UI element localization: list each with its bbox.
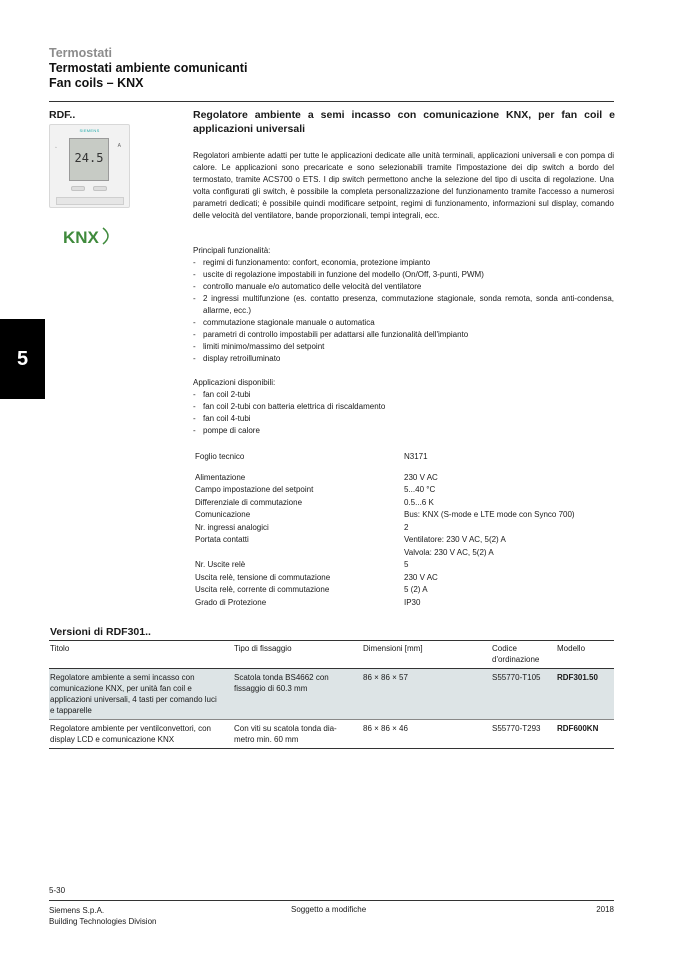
- spec-label: Differenziale di commutazione: [195, 497, 303, 507]
- row-title: Regolatore ambiente a semi incasso con comunicazione KNX, per unità fan coil e applicazioni universali, 4 tasti per comando luci e tapparelle: [50, 673, 217, 715]
- section-tab: 5: [0, 319, 45, 399]
- list-item: - display retroilluminato: [193, 353, 614, 365]
- list-item: - uscite di regolazione impostabili in funzione del modello (On/Off, 3-punti, PWM): [193, 269, 614, 281]
- category-label: Termostati: [49, 46, 112, 60]
- row-order-code: S55770-T293: [492, 724, 541, 733]
- thermostat-image: [49, 124, 130, 208]
- spec-value: 230 V AC: [404, 472, 438, 482]
- product-code: RDF..: [49, 109, 76, 121]
- list-item: - fan coil 2-tubi: [193, 389, 614, 401]
- column-header: Modello: [557, 644, 586, 653]
- applications-list: [193, 389, 614, 437]
- right-indicator: A: [117, 143, 121, 149]
- spec-label: Comunicazione: [195, 510, 251, 519]
- column-header: Tipo di fissaggio: [234, 644, 292, 653]
- page-header: [49, 46, 247, 91]
- spec-label: Campo impostazione del setpoint: [195, 485, 314, 494]
- spec-value: IP30: [404, 597, 421, 607]
- list-item: - regimi di funzionamento: confort, economia, protezione impianto: [193, 257, 614, 269]
- header-divider: [49, 101, 614, 102]
- row-order-code: S55770-T105: [492, 673, 541, 682]
- lcd-display: [69, 138, 109, 181]
- list-item: - fan coil 2-tubi con batteria elettrica di riscaldamento: [193, 401, 614, 413]
- spec-label: Uscita relè, corrente di commutazione: [195, 585, 330, 594]
- row-mount: Con viti su scatola tonda dia-metro min. 60 mm: [234, 724, 337, 744]
- spec-value: Ventilatore: 230 V AC, 5(2) A: [404, 535, 506, 544]
- knx-logo-text: KNX: [63, 228, 99, 247]
- list-item: - fan coil 4-tubi: [193, 413, 614, 425]
- column-header: Titolo: [50, 644, 70, 653]
- list-item: - limiti minimo/massimo del setpoint: [193, 341, 614, 353]
- minus-key: [71, 186, 85, 191]
- spec-label: Uscita relè, tensione di commutazione: [195, 572, 331, 582]
- row-dimensions: 86 × 86 × 46: [363, 724, 408, 733]
- lcd-value: 24.5: [74, 151, 104, 165]
- list-item: - controllo manuale e/o automatico delle velocità del ventilatore: [193, 281, 614, 293]
- spec-value: 5 (2) A: [404, 585, 428, 594]
- footer-company: [49, 905, 156, 927]
- page-subtitle: Fan coils – KNX: [49, 76, 144, 90]
- spec-value: Bus: KNX (S-mode e LTE mode con Synco 700): [404, 510, 575, 519]
- row-model: RDF600KN: [557, 724, 599, 733]
- table-row: [49, 720, 614, 748]
- list-item: - commutazione stagionale manuale o automatica: [193, 317, 614, 329]
- spec-value: 5: [404, 560, 409, 569]
- product-description: Regolatori ambiente adatti per tutte le applicazioni dedicate alle unità terminali, applicazioni universali e con pompa di calore. Le applicazioni sono precaricate e sono selezionabili tramite l'impostazione dei dip switch a bordo del termostato, tramite ACS700 o ETS. I dip switch permettono anche la selezione del tipo di uscita di regolazione. Una volta configurati gli switch, è possibile la completa personalizzazione del funzionamento tramite l'accesso a numerosi parametri dedicati; è possibile quindi modificare setpoint, regimi di funzionamento, informazioni sul display, comando delle velocità del ventilatore, bande proporzionali, tempi integrali, ecc.: [193, 151, 614, 220]
- spec-value: 5...40 °C: [404, 485, 436, 494]
- spec-label: Alimentazione: [195, 472, 246, 482]
- table-header: [49, 641, 614, 668]
- versions-title: Versioni di RDF301..: [50, 626, 151, 638]
- list-item: - parametri di controllo impostabili per adattarsi alle funzionalità dell'impianto: [193, 329, 614, 341]
- table-row: [49, 669, 614, 719]
- column-header: Dimensioni [mm]: [363, 644, 423, 653]
- spec-value-secondary: Valvola: 230 V AC, 5(2) A: [404, 547, 494, 557]
- spec-value: N3171: [404, 452, 428, 461]
- features-list: [193, 257, 614, 365]
- list-item: - 2 ingressi multifunzione (es. contatto presenza, commutazione stagionale, sonda remota, sonda anti-condensa, allarme, ecc.): [193, 293, 614, 317]
- plus-key: [93, 186, 107, 191]
- page-title: Termostati ambiente comunicanti: [49, 61, 248, 75]
- brand-logo: SIEMENS: [79, 128, 100, 133]
- list-item: - pompe di calore: [193, 425, 614, 437]
- spec-label: Nr. Uscite relè: [195, 560, 246, 569]
- left-indicator: ◦: [55, 145, 57, 151]
- footer-year: 2018: [596, 905, 614, 914]
- spec-value: 230 V AC: [404, 572, 438, 582]
- spec-label: Grado di Protezione: [195, 597, 267, 607]
- row-model: RDF301.50: [557, 673, 598, 682]
- row-title: Regolatore ambiente per ventilconvettori, con display LCD e comunicazione KNX: [50, 724, 211, 744]
- column-header: Codice d'ordinazione: [492, 644, 540, 664]
- versions-table: [49, 640, 614, 749]
- knx-logo: [60, 224, 116, 248]
- spec-value: 2: [404, 522, 409, 532]
- row-dimensions: 86 × 86 × 57: [363, 673, 408, 682]
- button-row: [56, 197, 124, 205]
- footer-divider: [49, 900, 614, 901]
- applications-heading: Applicazioni disponibili:: [193, 378, 276, 387]
- features-heading: Principali funzionalità:: [193, 246, 271, 255]
- product-title: Regolatore ambiente a semi incasso con comunicazione KNX, per fan coil e applicazioni universali: [193, 109, 615, 135]
- spec-value: 0.5...6 K: [404, 497, 434, 507]
- company-name: Siemens S.p.A.: [49, 906, 105, 915]
- spec-label: Portata contatti: [195, 535, 249, 544]
- row-mount: Scatola tonda BS4662 con fissaggio di 60.3 mm: [234, 673, 329, 693]
- spec-label: Nr. ingressi analogici: [195, 522, 269, 532]
- division-name: Building Technologies Division: [49, 917, 157, 926]
- page-number: 5-30: [49, 886, 66, 895]
- footer-note: Soggetto a modifiche: [291, 905, 367, 914]
- spec-label: Foglio tecnico: [195, 452, 245, 461]
